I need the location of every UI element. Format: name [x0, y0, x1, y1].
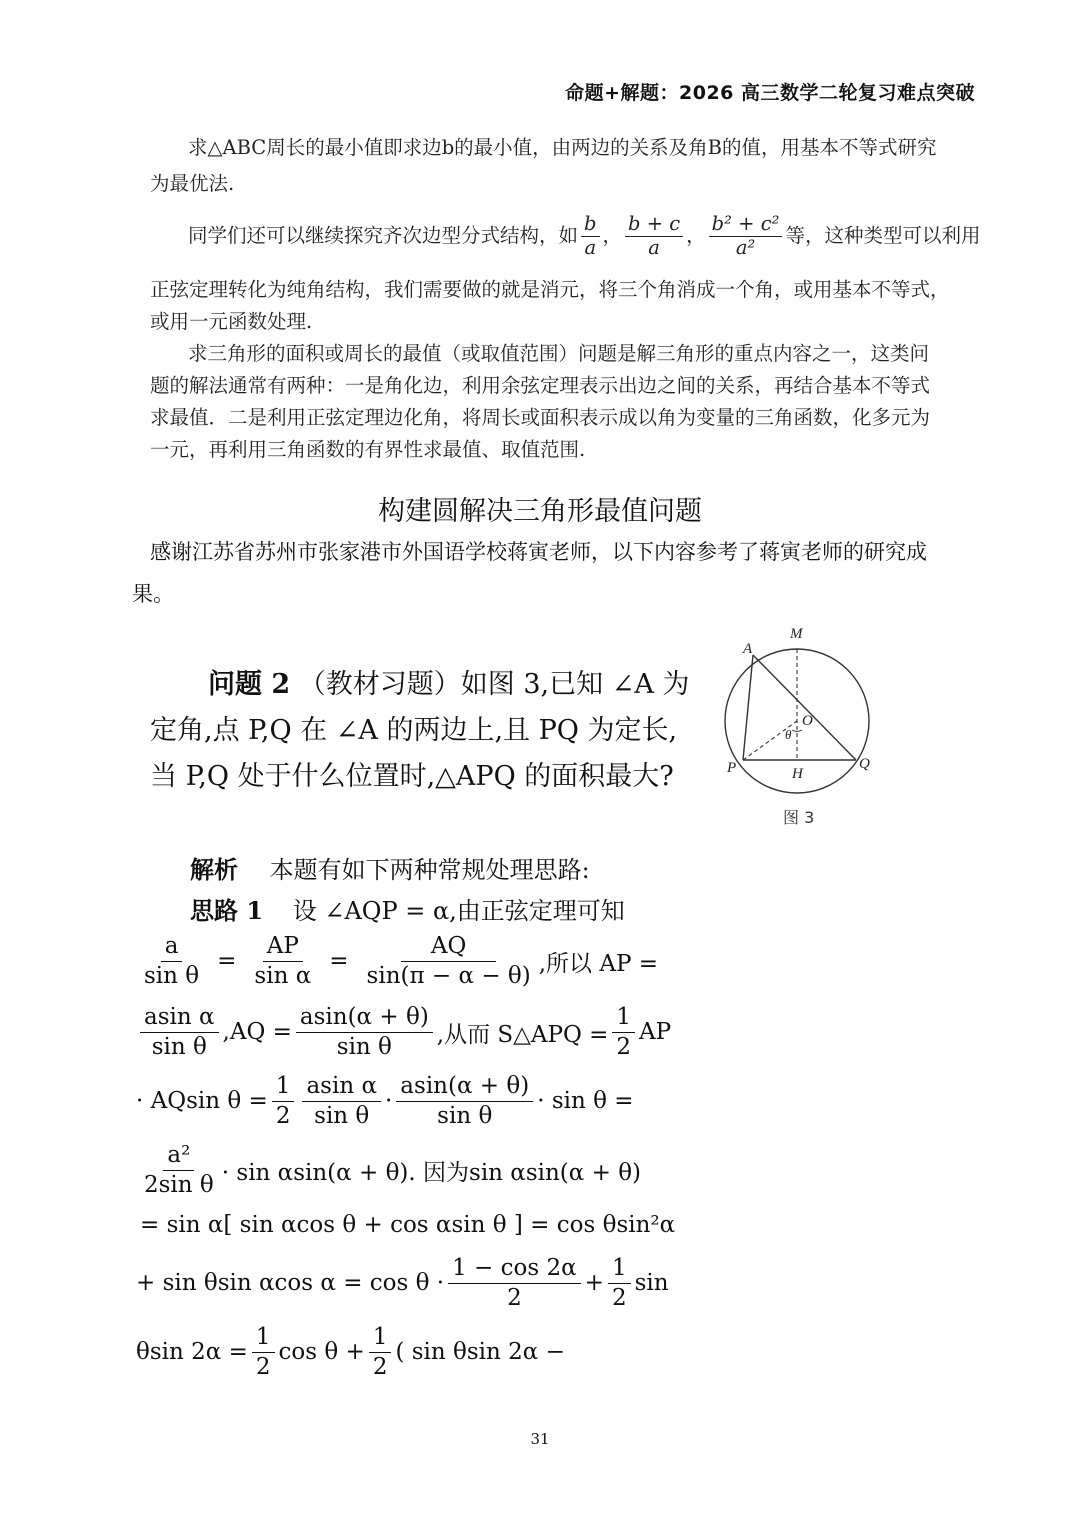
idea-1-label: 思路 1 — [190, 896, 264, 925]
page-number: 31 — [530, 1430, 550, 1448]
acknowledgement-line-1: 感谢江苏省苏州市张家港市外国语学校蒋寅老师，以下内容参考了蒋寅老师的研究成 — [150, 540, 927, 564]
equation-line-5: = sin α[ sin αcos θ + cos αsin θ ] = cos θsin²α — [140, 1212, 676, 1238]
paragraph-3-line-4: 一元，再利用三角函数的有界性求最值、取值范围. — [150, 438, 586, 461]
figure-3-circle-diagram — [715, 618, 890, 833]
label-theta: θ — [785, 727, 792, 742]
solution-heading-line — [190, 850, 590, 885]
paragraph-3-line-1: 求三角形的面积或周长的最值（或取值范围）问题是解三角形的重点内容之一，这类问 — [188, 342, 930, 365]
label-Q: Q — [859, 756, 870, 772]
problem-statement — [150, 662, 689, 800]
paragraph-2-suffix: 等，这种类型可以利用 — [785, 224, 981, 247]
equation-line-1: $\frac{a}{\text{sin θ}}$ = $\frac{AP}{\text{sin α}}$ = $\frac{AQ}{\sin(\pi - \alpha - \theta)}$ ,所以 AP = — [136, 932, 658, 991]
frac-a-squared-over-2sin-theta: $\frac{\text{a²}}{\text{2sin θ}}$ — [144, 1142, 214, 1198]
problem-line-2: 定角,点 P,Q 在 ∠A 的两边上,且 PQ 为定长, — [150, 715, 678, 746]
frac-1-minus-cos-2alpha: $\frac{1 - \cos 2\alpha}{2}$ — [448, 1254, 581, 1313]
paragraph-1 — [150, 132, 937, 200]
paragraph-2 — [150, 208, 980, 338]
frac-asin-alpha-plus-theta: $\frac{asin(\alpha + \theta)}{\text{sin θ}}$ — [296, 1003, 433, 1062]
equation-line-4: $\frac{\text{a²}}{\text{2sin θ}}$ · sin αsin(α + θ). 因为sin αsin(α + θ) — [136, 1141, 641, 1200]
frac-AP-over-sin-alpha: $\frac{AP}{\text{sin α}}$ — [254, 933, 312, 989]
frac-one-half: $\frac{1}{2}$ — [252, 1323, 275, 1382]
frac-one-half: $\frac{1}{2}$ — [612, 1003, 635, 1062]
frac-asin-alpha: $\frac{\text{asin α}}{\text{sin θ}}$ — [140, 1003, 219, 1062]
paragraph-3-line-3: 求最值．二是利用正弦定理边化角，将周长或面积表示成以角为变量的三角函数，化多元为 — [150, 406, 931, 429]
paragraph-2-prefix: 同学们还可以继续探究齐次边型分式结构，如 — [188, 224, 579, 247]
frac-one-half: $\frac{1}{2}$ — [272, 1072, 295, 1131]
label-P: P — [727, 760, 737, 776]
angle-theta-arc — [792, 730, 802, 731]
paragraph-3 — [150, 338, 930, 466]
equation-line-7: θsin 2α = $\frac{1}{2}$ cos θ + $\frac{1}{2}$ ( sin θsin 2α − — [136, 1324, 565, 1380]
equation-line-3: · AQsin θ = $\frac{1}{2}$ $\frac{\text{asin α}}{\text{sin θ}}$ · $\frac{asin(\alpha + \theta)}{\text{sin θ}}$ · sin θ = — [136, 1073, 634, 1129]
problem-label: 问题 2 — [208, 669, 291, 700]
equation-line-2: $\frac{\text{asin α}}{\text{sin θ}}$ ,AQ = $\frac{asin(\alpha + \theta)}{\text{sin θ}}$ ,从而 S△APQ = $\frac{1}{2}$ AP — [136, 1003, 671, 1062]
fraction-b-plus-c-over-a: $\frac{b + c}{a}$ — [625, 213, 683, 259]
frac-one-half: $\frac{1}{2}$ — [369, 1323, 392, 1382]
fraction-b2-plus-c2-over-a2: $\frac{\text{b² + c²}}{\text{a²}}$ — [709, 213, 783, 259]
label-O: O — [802, 713, 813, 729]
label-M: M — [790, 626, 803, 642]
acknowledgement-line-2: 果。 — [132, 582, 174, 606]
paragraph-2-line-1: 同学们还可以继续探究齐次边型分式结构，如 $\frac{b}{a}$ ， $\frac{b + c}{a}$ ， $\frac{\text{b² + c²}}{\text{a²}}$ 等，这种类型可以利用 — [188, 212, 981, 259]
side-AQ — [753, 655, 856, 760]
running-header: 命题+解题：2026 高三数学二轮复习难点突破 — [565, 82, 975, 104]
solution-heading: 解析 — [190, 855, 238, 884]
label-A: A — [743, 641, 753, 657]
fraction-b-over-a: $\frac{b}{a}$ — [581, 213, 599, 259]
paragraph-3-line-2: 题的解法通常有两种：一是角化边，利用余弦定理表示出边之间的关系，再结合基本不等式 — [150, 374, 931, 397]
paragraph-2-line-3: 或用一元函数处理. — [150, 310, 313, 333]
frac-one-half: $\frac{1}{2}$ — [608, 1254, 631, 1313]
figure-caption: 图 3 — [783, 808, 815, 827]
problem-line-1: 问题 2 （教材习题）如图 3,已知 ∠A 为 — [208, 669, 690, 700]
frac-AQ-over-sin-pi-minus: $\frac{AQ}{\sin(\pi - \alpha - \theta)}$ — [366, 933, 531, 989]
solution-intro: 本题有如下两种常规处理思路: — [269, 856, 590, 884]
label-H: H — [792, 766, 803, 782]
frac-a-over-sin-theta: $\frac{a}{\text{sin θ}}$ — [144, 933, 200, 989]
frac-asin-alpha: $\frac{\text{asin α}}{\text{sin θ}}$ — [302, 1072, 381, 1131]
paragraph-1-line-1: 求△ABC周长的最小值即求边b的最小值，由两边的关系及角B的值，用基本不等式研究 — [188, 136, 937, 159]
problem-line-3: 当 P,Q 处于什么位置时,△APQ 的面积最大? — [150, 761, 674, 792]
frac-asin-alpha-plus-theta: $\frac{asin(\alpha + \theta)}{\text{sin θ}}$ — [396, 1072, 533, 1131]
section-title: 构建圆解决三角形最值问题 — [378, 496, 702, 527]
idea-1-text: 设 ∠AQP = α,由正弦定理可知 — [292, 897, 625, 925]
idea-1-line — [190, 891, 625, 926]
paragraph-2-line-2: 正弦定理转化为纯角结构，我们需要做的就是消元，将三个角消成一个角，或用基本不等式， — [150, 278, 950, 301]
equation-line-6: + sin θsin αcos α = cos θ · $\frac{1 - \cos 2\alpha}{2}$ + $\frac{1}{2}$ sin — [136, 1255, 669, 1311]
paragraph-1-line-2: 为最优法. — [150, 172, 235, 195]
acknowledgement — [132, 534, 927, 612]
